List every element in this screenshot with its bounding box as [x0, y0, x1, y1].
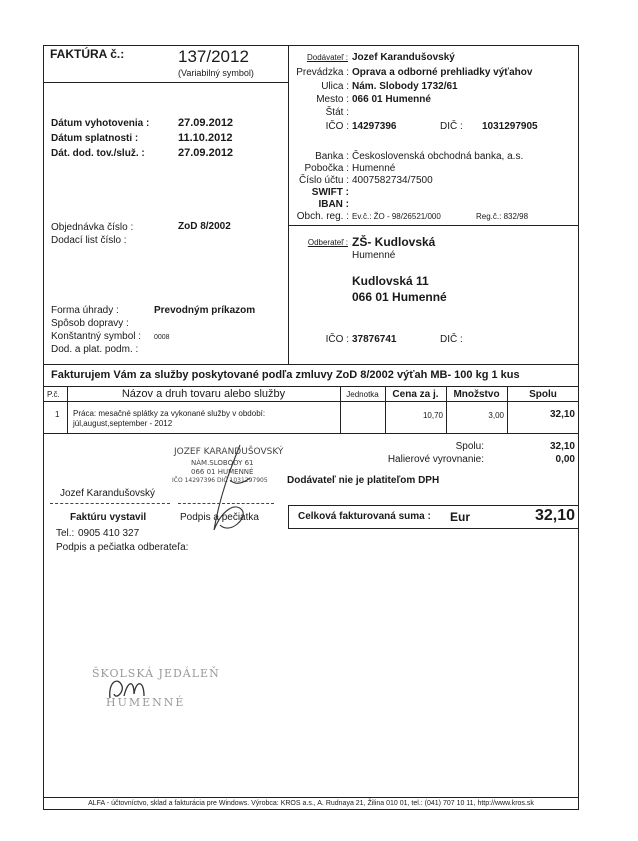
bank-label: Banka : — [315, 151, 349, 162]
col-header-unit: Jednotka — [346, 390, 379, 399]
supplier-stamp-line2: NÁM.SLOBODY 61 — [191, 459, 254, 467]
street-value: Nám. Slobody 1732/61 — [352, 81, 458, 92]
row-total: 32,10 — [549, 409, 575, 420]
variable-symbol-note: (Variabilný symbol) — [178, 68, 254, 78]
reg-value: Ev.č.: ŽO - 98/26521/000 — [352, 212, 441, 221]
city-label: Mesto : — [316, 94, 349, 105]
city-value: 066 01 Humenné — [352, 94, 431, 105]
row-unit-price: 10,70 — [422, 411, 443, 420]
constant-symbol-value: 0008 — [154, 334, 170, 341]
col-header-total: Spolu — [529, 389, 557, 400]
street-label: Ulica : — [321, 81, 349, 92]
customer-ico-value: 37876741 — [352, 334, 397, 345]
branch-label: Pobočka : — [304, 163, 349, 174]
transport-label: Spôsob dopravy : — [51, 318, 129, 329]
sign-line — [178, 503, 274, 504]
order-label: Objednávka číslo : — [51, 222, 134, 233]
branch-value: Humenné — [352, 163, 396, 174]
invoice-title: FAKTÚRA č.: — [50, 47, 125, 61]
customer-label: Odberateľ : — [307, 238, 348, 247]
customer-signature — [104, 672, 154, 706]
grand-total-value: 32,10 — [534, 507, 575, 524]
issued-by-label: Faktúru vystavil — [70, 512, 147, 523]
supplier-ico-value: 14297396 — [352, 121, 397, 132]
invoice-intro: Fakturujem Vám za služby poskytované podľa zmluvy ZoD 8/2002 výťah MB- 100 kg 1 kus — [51, 369, 520, 381]
row-pc: 1 — [55, 410, 60, 419]
col-header-pc: P.č. — [47, 390, 60, 399]
constant-symbol-label: Konštantný symbol : — [51, 331, 142, 342]
establishment-label: Prevádzka : — [296, 67, 349, 78]
customer-dic-label: DIČ : — [440, 334, 463, 345]
footer-line — [43, 797, 579, 798]
delivery-date-label: Dát. dod. tov./služ. : — [51, 148, 145, 159]
customer-street: Kudlovská 11 — [352, 274, 429, 288]
account-value: 4007582734/7500 — [352, 175, 433, 186]
row-quantity: 3,00 — [488, 411, 504, 420]
supplier-dic-value: 1031297905 — [482, 121, 538, 132]
supplier-stamp-line4: IČO 14297396 DIČ 1031297905 — [172, 477, 268, 484]
intro-top-line — [43, 364, 579, 365]
payment-form-value: Prevodným príkazom — [154, 305, 256, 316]
phone-value: 0905 410 327 — [78, 528, 140, 539]
customer-city: 066 01 Humenné — [352, 290, 447, 304]
supplier-customer-divider — [288, 225, 579, 226]
col-header-name: Názov a druh tovaru alebo služby — [121, 388, 286, 400]
customer-city-short: Humenné — [352, 250, 396, 261]
supplier-name: Jozef Karandušovský — [352, 52, 455, 63]
account-label: Číslo účtu : — [298, 175, 349, 186]
table-bottom-line — [43, 433, 579, 434]
vat-note: Dodávateľ nie je platiteľom DPH — [287, 475, 440, 486]
establishment-value: Oprava a odborné prehliadky výťahov — [352, 67, 533, 78]
phone-label: Tel.: — [56, 528, 75, 539]
grand-total-label: Celková fakturovaná suma : — [298, 511, 431, 522]
sum-label: Spolu: — [455, 441, 484, 452]
customer-stamp-line2: HUMENNÉ — [106, 696, 186, 709]
issued-date-label: Dátum vyhotovenia : — [51, 118, 150, 129]
order-value: ZoD 8/2002 — [178, 221, 231, 232]
iban-label: IBAN : — [318, 199, 349, 210]
bank-value: Československá obchodná banka, a.s. — [352, 151, 524, 162]
grand-total-currency: Eur — [450, 510, 471, 524]
due-date-label: Dátum splatnosti : — [51, 133, 139, 144]
customer-name: ZŠ- Kudlovská — [352, 235, 436, 249]
customer-ico-label: IČO : — [325, 334, 349, 345]
sum-value: 32,10 — [549, 441, 575, 452]
left-title-divider — [43, 82, 288, 83]
footer-text: ALFA - účtovníctvo, sklad a fakturácia pre Windows. Výrobca: KROS a.s., A. Rudnaya 21, Žilina 010 01, tel.: (041) 707 10 11, http://www.kros.sk — [88, 800, 534, 807]
rounding-value: 0,00 — [555, 454, 575, 465]
customer-stamp-line1: ŠKOLSKÁ JEDÁLEŇ — [92, 667, 220, 680]
reg-label: Obch. reg. : — [296, 211, 349, 222]
rounding-label: Halierové vyrovnanie: — [387, 454, 484, 465]
supplier-signature — [200, 440, 260, 540]
table-header-bottom-line — [43, 401, 579, 402]
table-header-top-line — [43, 386, 579, 387]
col-header-quantity: Množstvo — [453, 389, 500, 400]
customer-sign-label: Podpis a pečiatka odberateľa: — [56, 542, 189, 553]
supplier-ico-label: IČO : — [325, 121, 349, 132]
supplier-label: Dodávateľ : — [306, 53, 348, 62]
delivery-date-value: 27.09.2012 — [178, 147, 234, 159]
delivery-note-label: Dodací list číslo : — [51, 235, 127, 246]
due-date-value: 11.10.2012 — [178, 132, 233, 144]
sign-label: Podpis a pečiatka — [180, 512, 259, 523]
supplier-dic-label: DIČ : — [440, 121, 463, 132]
row-name-line1: Práca: mesačné splátky za vykonané služby v období: — [73, 409, 266, 418]
conditions-label: Dod. a plat. podm. : — [51, 344, 139, 355]
reg-number: Reg.č.: 832/98 — [476, 212, 529, 221]
issuer-line — [50, 503, 170, 504]
payment-form-label: Forma úhrady : — [51, 305, 119, 316]
supplier-stamp-line3: 066 01 HUMENNÉ — [191, 468, 254, 476]
supplier-stamp-line1: JOZEF KARANDUŠOVSKÝ — [174, 447, 284, 457]
issued-date-value: 27.09.2012 — [178, 117, 234, 129]
invoice-number: 137/2012 — [178, 47, 249, 66]
swift-label: SWIFT : — [311, 187, 349, 198]
issuer-name: Jozef Karandušovský — [60, 488, 156, 499]
row-name-line2: júl,august,september - 2012 — [73, 419, 173, 428]
col-header-unit-price: Cena za j. — [392, 389, 439, 400]
state-label: Štát : — [325, 107, 349, 118]
